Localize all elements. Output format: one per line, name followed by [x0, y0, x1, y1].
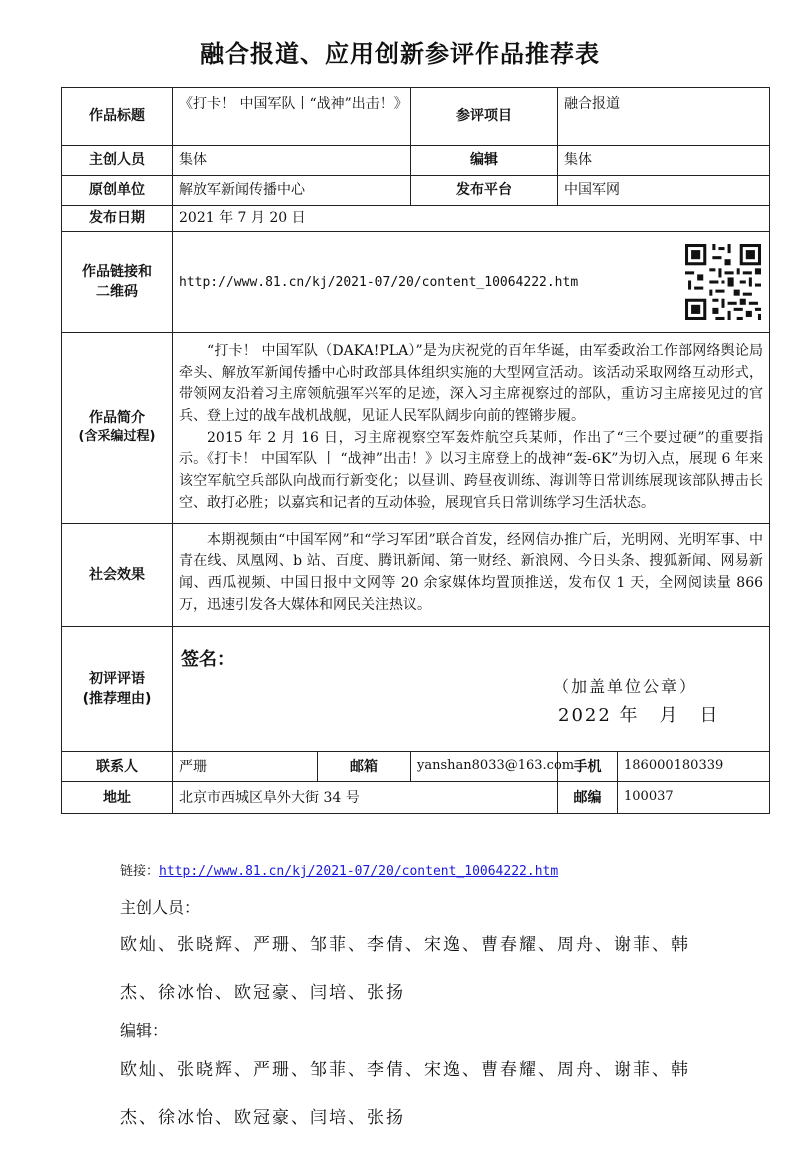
category-value: 融合报道: [558, 88, 770, 146]
recommendation-form: [61, 87, 770, 814]
contact-label: 联系人: [62, 752, 173, 782]
creator-value: 集体: [173, 146, 411, 176]
editors-list: [120, 1046, 700, 1142]
work-title-label: 作品标题: [62, 88, 173, 146]
editor-label: 编辑: [411, 146, 558, 176]
contact-value: 严珊: [173, 752, 318, 782]
date-value: 2021 年 7 月 20 日: [173, 206, 770, 232]
footer-link-prefix: 链接：: [120, 864, 160, 879]
postcode-value: 100037: [618, 782, 770, 814]
phone-value: 18600018033​9: [618, 752, 770, 782]
review-sublabel: (推荐理由): [82, 691, 152, 708]
work-title-value: 《打卡！ 中国军队丨“战神”出击！》: [173, 88, 411, 146]
email-label: 邮箱: [318, 752, 411, 782]
platform-label: 发布平台: [411, 176, 558, 206]
creators-list: [120, 921, 700, 1017]
seal-note: （加盖单位公章）: [553, 677, 698, 697]
creators-heading: 主创人员：: [120, 898, 201, 917]
creators-line-2: 杰、徐冰怡、欧冠豪、闫培、张扬: [120, 983, 405, 1003]
editor-value: 集体: [558, 146, 770, 176]
intro-sublabel: (含采编过程): [78, 429, 156, 445]
phone-label: 手机: [558, 752, 618, 782]
link-label: 作品链接和二维码: [62, 232, 173, 333]
unit-value: 解放军新闻传播中心: [173, 176, 411, 206]
creators-line-1: 欧灿、张晓辉、严珊、邹菲、李倩、宋逸、曹春耀、周舟、谢菲、韩: [120, 935, 690, 955]
review-label-cell: [62, 627, 173, 752]
effect-cell: [173, 523, 770, 627]
link-cell: [173, 232, 770, 333]
address-value: 北京市西城区阜外大街 34 号: [173, 782, 558, 814]
postcode-label: 邮编: [558, 782, 618, 814]
address-label: 地址: [62, 782, 173, 814]
date-label: 发布日期: [62, 206, 173, 232]
intro-cell: [173, 333, 770, 524]
signature-date: 2022 年 月 日: [558, 705, 720, 727]
footer-link[interactable]: http://www.81.cn/kj/2021-07/20/content_10064222.htm: [159, 864, 559, 879]
platform-value: 中国军网: [558, 176, 770, 206]
effect-label: 社会效果: [62, 523, 173, 627]
intro-paragraph-2: 2015 年 2 月 16 日，习主席视察空军轰炸航空兵某师，作出了“三个要过硬”的重要指示。《打卡！ 中国军队 丨 “战神”出击！》以习主席登上的战神“轰-6K”为切入点，展现 6 年来该空军航空兵部队向战而行新变化；以昼训、跨昼夜训练、海训等日常训练展现该部队搏击长空、敢打必胜；以嘉宾和记者的互动体验，展现官兵日常训练学习生活状态。: [179, 429, 764, 511]
effect-paragraph: 本期视频由“中国军网”和“学习军团”联合首发，经网信办推广后，光明网、光明军事、中青在线、凤凰网、b 站、百度、腾讯新闻、第一财经、新浪网、今日头条、搜狐新闻、网易新闻、西瓜视频、中国日报中文网等 20 余家媒体均置顶推送，发布仅 1 天，全网阅读量 866 万，迅速引发各大媒体和网民关注热议。: [179, 531, 764, 613]
link-value[interactable]: http://www.81.cn/kj/2021-07/20/content_10064222.htm: [179, 274, 579, 290]
footer-link-line: [120, 860, 558, 879]
editors-heading: 编辑：: [120, 1021, 169, 1040]
category-label: 参评项目: [411, 88, 558, 146]
email-value[interactable]: yanshan8033@163.com: [411, 752, 558, 782]
unit-label: 原创单位: [62, 176, 173, 206]
page-title: 融合报道、应用创新参评作品推荐表: [200, 39, 600, 68]
signature-label: 签名：: [181, 649, 235, 671]
editors-line-2: 杰、徐冰怡、欧冠豪、闫培、张扬: [120, 1108, 405, 1128]
qr-code-icon[interactable]: [685, 244, 761, 320]
review-label: 初评评语: [89, 670, 145, 687]
intro-label-cell: [62, 333, 173, 524]
review-cell[interactable]: [173, 627, 770, 752]
editors-line-1: 欧灿、张晓辉、严珊、邹菲、李倩、宋逸、曹春耀、周舟、谢菲、韩: [120, 1060, 690, 1080]
intro-paragraph-1: “打卡！ 中国军队（DAKA!PLA）”是为庆祝党的百年华诞，由军委政治工作部网络舆论局牵头、解放军新闻传播中心时政部具体组织实施的大型网宣活动。该活动采取网络互动形式，带领网友沿着习主席领航强军兴军的足迹，深入习主席视察过的部队，重访习主席接见过的官兵、登上过的战车战机战舰，见证人民军队阔步向前的铿锵步履。: [179, 343, 764, 425]
intro-label: 作品简介: [89, 410, 145, 427]
creator-label: 主创人员: [62, 146, 173, 176]
